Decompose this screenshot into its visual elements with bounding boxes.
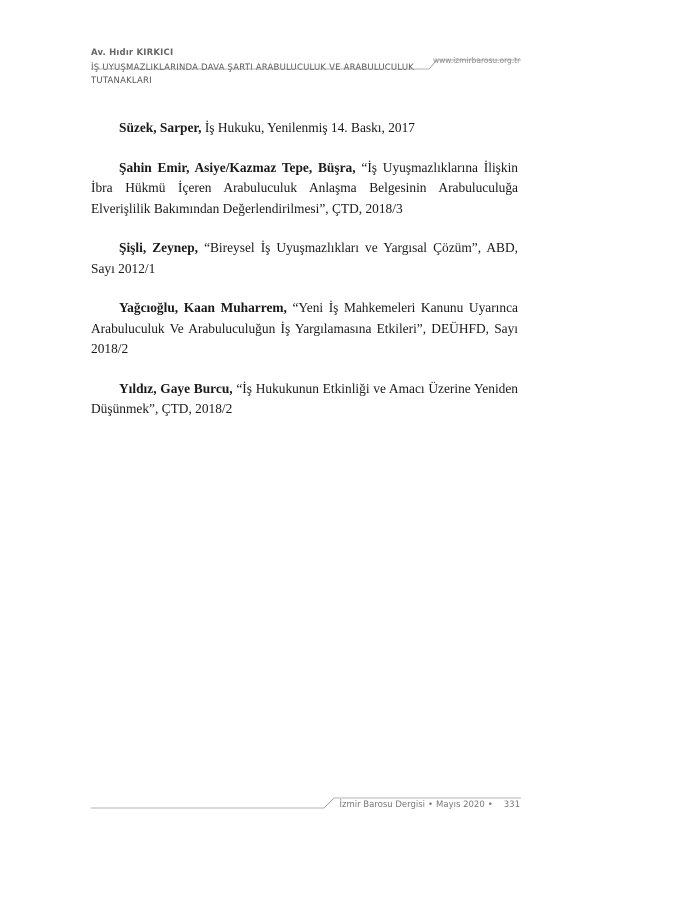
- reference-author: Yağcıoğlu, Kaan Muharrem,: [119, 300, 287, 315]
- reference-entry: [91, 158, 518, 220]
- reference-text: “Yeni İş Mahkemeleri Kanunu Uyarınca Arabuluculuk Ve Arabuluculuğun İş Yargılamasına Etkileri”, DEÜHFD, Sayı 2018/2: [91, 300, 518, 356]
- reference-entry: [91, 298, 518, 360]
- reference-author: Şişli, Zeynep,: [119, 240, 198, 255]
- header-article-title: İŞ UYUŞMAZLIKLARINDA DAVA ŞARTI ARABULUCULUK VE ARABULUCULUK TUTANAKLARI: [91, 63, 415, 86]
- reference-entry: [91, 118, 518, 139]
- reference-text: İş Hukuku, Yenilenmiş 14. Baskı, 2017: [201, 120, 415, 135]
- reference-list: [91, 118, 518, 439]
- footer-journal: İzmir Barosu Dergisi: [339, 800, 426, 810]
- reference-entry: [91, 238, 518, 279]
- page-footer: [336, 800, 520, 810]
- reference-text: “İş Hukukunun Etkinliği ve Amacı Üzerine Yeniden Düşünmek”, ÇTD, 2018/2: [91, 380, 518, 416]
- header-url: www.izmirbarosu.org.tr: [433, 56, 521, 65]
- reference-text: “İş Uyuşmazlıklarına İlişkin İbra Hükmü İçeren Arabuluculuk Anlaşma Belgesinin Arabuluculuğa Elverişlilik Bakımından Değerlendirilmesi”, ÇTD, 2018/3: [91, 159, 518, 216]
- footer-separator: •: [428, 800, 434, 810]
- reference-author: Süzek, Sarper,: [119, 120, 202, 135]
- reference-author: Yıldız, Gaye Burcu,: [119, 380, 233, 396]
- page-number: 331: [503, 800, 520, 810]
- reference-text: “Bireysel İş Uyuşmazlıkları ve Yargısal Çözüm”, ABD, Sayı 2012/1: [91, 240, 519, 276]
- reference-author: Şahin Emir, Asiye/Kazmaz Tepe, Büşra,: [119, 159, 356, 175]
- header-rule: [91, 58, 521, 70]
- header-author: Av. Hıdır KIRKICI: [91, 48, 174, 58]
- footer-issue: Mayıs 2020: [436, 800, 485, 810]
- footer-separator: •: [487, 800, 493, 810]
- reference-entry: [91, 379, 518, 420]
